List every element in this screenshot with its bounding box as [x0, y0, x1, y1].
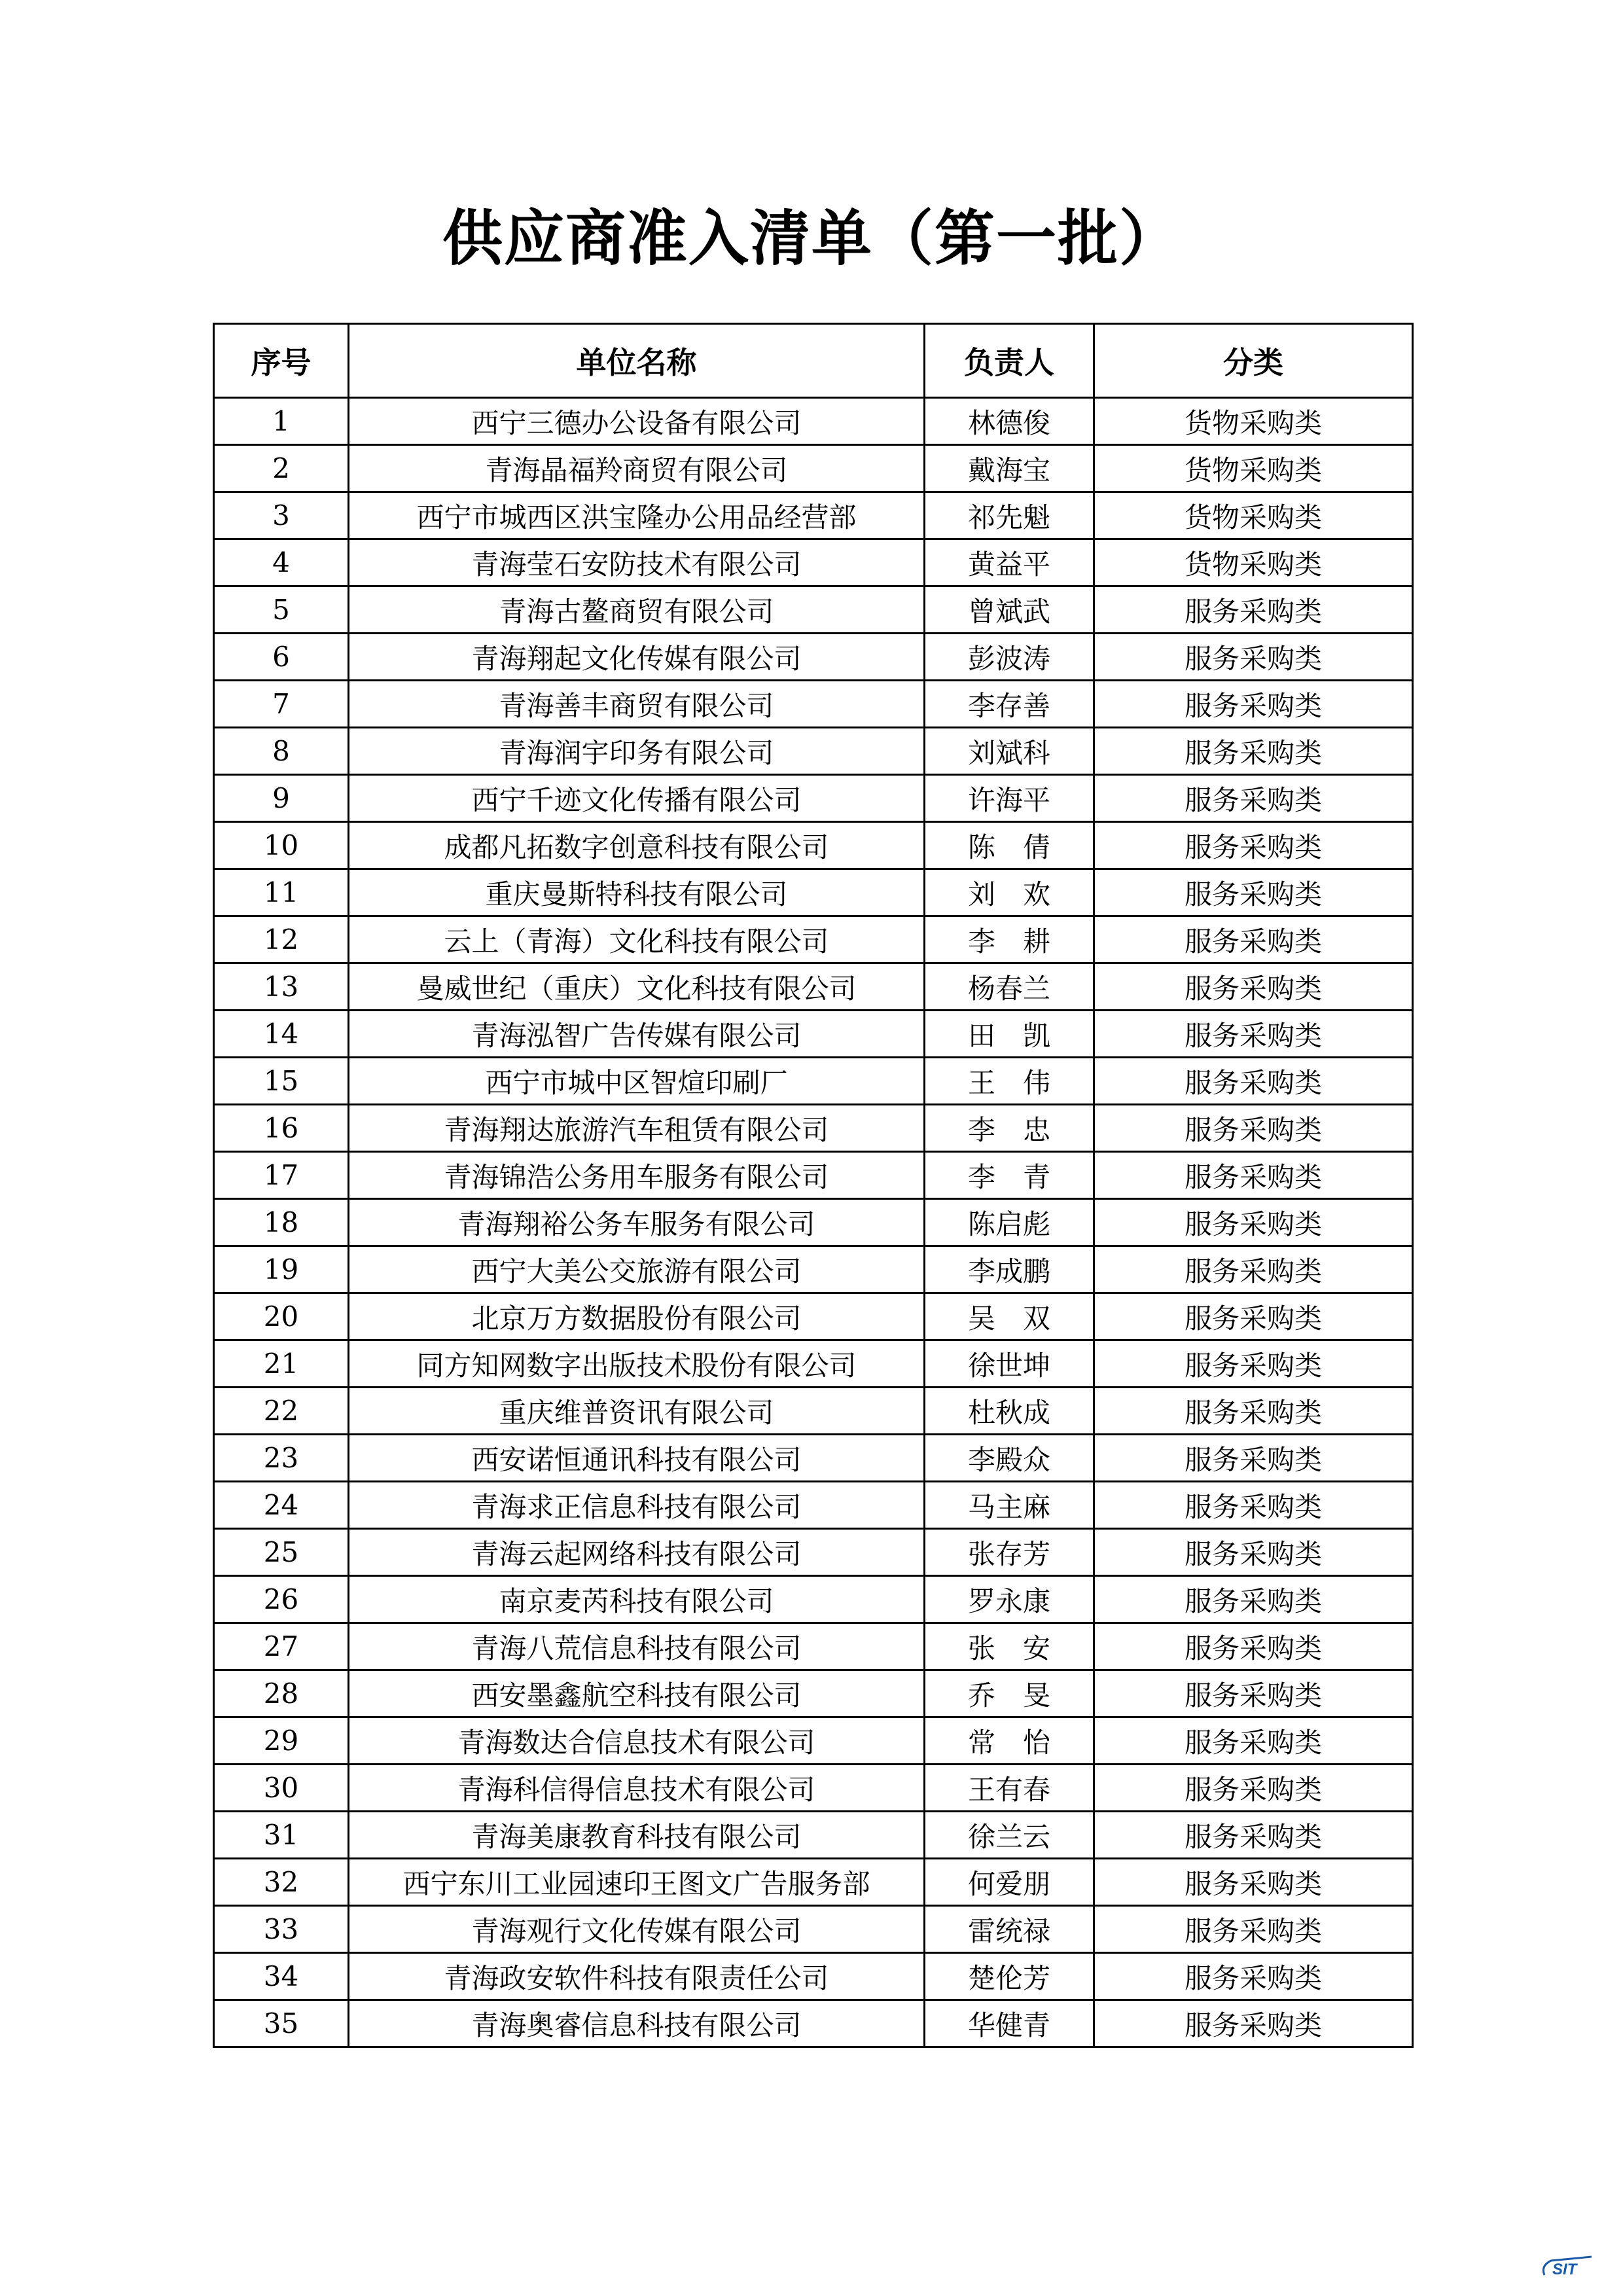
row-category: 服务采购类 [1094, 681, 1413, 728]
row-contact: 何爱朋 [925, 1859, 1094, 1906]
sit-logo [1539, 2253, 1597, 2282]
table-row [214, 1152, 1413, 1199]
row-contact: 徐世坤 [925, 1340, 1094, 1388]
row-index: 15 [214, 1058, 349, 1105]
row-index: 27 [214, 1623, 349, 1670]
row-index: 28 [214, 1670, 349, 1717]
table-row [214, 681, 1413, 728]
row-category: 服务采购类 [1094, 1105, 1413, 1152]
row-category: 服务采购类 [1094, 1859, 1413, 1906]
table-row [214, 1058, 1413, 1105]
row-contact: 李 忠 [925, 1105, 1094, 1152]
row-index: 30 [214, 1765, 349, 1812]
table-row [214, 539, 1413, 586]
row-index: 2 [214, 445, 349, 492]
page-title: 供应商准入清单（第一批） [442, 204, 1181, 274]
table-row [214, 822, 1413, 869]
row-category: 服务采购类 [1094, 634, 1413, 681]
row-category: 货物采购类 [1094, 398, 1413, 445]
row-contact: 刘斌科 [925, 728, 1094, 775]
row-company-name: 青海云起网络科技有限公司 [349, 1529, 925, 1576]
table-row [214, 963, 1413, 1011]
row-contact: 李成鹏 [925, 1246, 1094, 1293]
table-row [214, 1576, 1413, 1623]
table-row [214, 1293, 1413, 1340]
row-company-name: 西安墨鑫航空科技有限公司 [349, 1670, 925, 1717]
row-index: 29 [214, 1717, 349, 1765]
row-company-name: 青海翔达旅游汽车租赁有限公司 [349, 1105, 925, 1152]
row-company-name: 青海科信得信息技术有限公司 [349, 1765, 925, 1812]
row-category: 货物采购类 [1094, 492, 1413, 539]
table-row [214, 1670, 1413, 1717]
row-contact: 华健青 [925, 2000, 1094, 2047]
row-company-name: 曼威世纪（重庆）文化科技有限公司 [349, 963, 925, 1011]
row-contact: 林德俊 [925, 398, 1094, 445]
row-contact: 李 青 [925, 1152, 1094, 1199]
table-body [214, 398, 1413, 2047]
row-category: 服务采购类 [1094, 1340, 1413, 1388]
row-category: 服务采购类 [1094, 775, 1413, 822]
row-category: 服务采购类 [1094, 963, 1413, 1011]
row-contact: 李 耕 [925, 916, 1094, 963]
row-category: 服务采购类 [1094, 1623, 1413, 1670]
row-category: 服务采购类 [1094, 728, 1413, 775]
row-contact: 陈 倩 [925, 822, 1094, 869]
supplier-table [213, 323, 1414, 2048]
row-contact: 王 伟 [925, 1058, 1094, 1105]
table-row [214, 869, 1413, 916]
table-row [214, 775, 1413, 822]
row-index: 17 [214, 1152, 349, 1199]
row-company-name: 青海八荒信息科技有限公司 [349, 1623, 925, 1670]
row-company-name: 云上（青海）文化科技有限公司 [349, 916, 925, 963]
table-row [214, 1199, 1413, 1246]
row-index: 35 [214, 2000, 349, 2047]
table-row [214, 398, 1413, 445]
table-row [214, 916, 1413, 963]
row-category: 服务采购类 [1094, 586, 1413, 634]
row-index: 1 [214, 398, 349, 445]
row-company-name: 青海观行文化传媒有限公司 [349, 1906, 925, 1953]
row-category: 服务采购类 [1094, 1812, 1413, 1859]
row-contact: 彭波涛 [925, 634, 1094, 681]
row-company-name: 南京麦芮科技有限公司 [349, 1576, 925, 1623]
row-company-name: 重庆曼斯特科技有限公司 [349, 869, 925, 916]
table-row [214, 1717, 1413, 1765]
row-index: 12 [214, 916, 349, 963]
row-index: 14 [214, 1011, 349, 1058]
column-header-category: 分类 [1094, 324, 1413, 398]
row-contact: 黄益平 [925, 539, 1094, 586]
table-row [214, 2000, 1413, 2047]
row-company-name: 青海善丰商贸有限公司 [349, 681, 925, 728]
row-contact: 祁先魁 [925, 492, 1094, 539]
column-header-index: 序号 [214, 324, 349, 398]
row-index: 5 [214, 586, 349, 634]
row-category: 服务采购类 [1094, 1765, 1413, 1812]
row-company-name: 青海莹石安防技术有限公司 [349, 539, 925, 586]
row-contact: 戴海宝 [925, 445, 1094, 492]
table-row [214, 1011, 1413, 1058]
table-row [214, 492, 1413, 539]
row-contact: 李存善 [925, 681, 1094, 728]
row-index: 19 [214, 1246, 349, 1293]
row-company-name: 西宁市城西区洪宝隆办公用品经营部 [349, 492, 925, 539]
table-row [214, 1765, 1413, 1812]
row-index: 33 [214, 1906, 349, 1953]
row-company-name: 青海求正信息科技有限公司 [349, 1482, 925, 1529]
table-row [214, 1623, 1413, 1670]
row-index: 9 [214, 775, 349, 822]
row-category: 服务采购类 [1094, 1199, 1413, 1246]
row-category: 服务采购类 [1094, 1670, 1413, 1717]
table-row [214, 1812, 1413, 1859]
row-index: 16 [214, 1105, 349, 1152]
table-row [214, 634, 1413, 681]
row-index: 24 [214, 1482, 349, 1529]
row-index: 11 [214, 869, 349, 916]
row-index: 22 [214, 1388, 349, 1435]
sit-logo-icon [1539, 2253, 1597, 2279]
row-contact: 许海平 [925, 775, 1094, 822]
row-company-name: 青海政安软件科技有限责任公司 [349, 1953, 925, 2000]
row-index: 7 [214, 681, 349, 728]
row-contact: 吴 双 [925, 1293, 1094, 1340]
row-index: 25 [214, 1529, 349, 1576]
row-category: 货物采购类 [1094, 445, 1413, 492]
table-row [214, 1906, 1413, 1953]
row-category: 服务采购类 [1094, 1246, 1413, 1293]
row-category: 服务采购类 [1094, 1529, 1413, 1576]
table-row [214, 1482, 1413, 1529]
table-row [214, 728, 1413, 775]
row-index: 21 [214, 1340, 349, 1388]
row-category: 服务采购类 [1094, 1482, 1413, 1529]
row-contact: 李殿众 [925, 1435, 1094, 1482]
row-index: 18 [214, 1199, 349, 1246]
table-row [214, 1388, 1413, 1435]
row-category: 服务采购类 [1094, 1435, 1413, 1482]
row-company-name: 青海古鳌商贸有限公司 [349, 586, 925, 634]
column-header-contact: 负责人 [925, 324, 1094, 398]
row-index: 6 [214, 634, 349, 681]
row-contact: 刘 欢 [925, 869, 1094, 916]
row-company-name: 西宁东川工业园速印王图文广告服务部 [349, 1859, 925, 1906]
row-contact: 陈启彪 [925, 1199, 1094, 1246]
row-company-name: 青海润宇印务有限公司 [349, 728, 925, 775]
row-category: 服务采购类 [1094, 822, 1413, 869]
table-row [214, 586, 1413, 634]
row-index: 20 [214, 1293, 349, 1340]
row-category: 服务采购类 [1094, 1152, 1413, 1199]
row-company-name: 北京万方数据股份有限公司 [349, 1293, 925, 1340]
row-index: 3 [214, 492, 349, 539]
row-index: 34 [214, 1953, 349, 2000]
row-company-name: 西宁千迹文化传播有限公司 [349, 775, 925, 822]
table-row [214, 1859, 1413, 1906]
row-category: 服务采购类 [1094, 2000, 1413, 2047]
row-category: 货物采购类 [1094, 539, 1413, 586]
row-contact: 楚伦芳 [925, 1953, 1094, 2000]
row-contact: 徐兰云 [925, 1812, 1094, 1859]
row-category: 服务采购类 [1094, 1058, 1413, 1105]
row-contact: 田 凯 [925, 1011, 1094, 1058]
logo-text: SIT [1552, 2261, 1577, 2278]
row-company-name: 青海锦浩公务用车服务有限公司 [349, 1152, 925, 1199]
column-header-name: 单位名称 [349, 324, 925, 398]
table-row [214, 1340, 1413, 1388]
row-company-name: 青海翔裕公务车服务有限公司 [349, 1199, 925, 1246]
row-index: 8 [214, 728, 349, 775]
row-company-name: 青海美康教育科技有限公司 [349, 1812, 925, 1859]
row-company-name: 同方知网数字出版技术股份有限公司 [349, 1340, 925, 1388]
row-company-name: 西宁大美公交旅游有限公司 [349, 1246, 925, 1293]
row-category: 服务采购类 [1094, 1717, 1413, 1765]
row-contact: 马主麻 [925, 1482, 1094, 1529]
row-category: 服务采购类 [1094, 869, 1413, 916]
row-contact: 罗永康 [925, 1576, 1094, 1623]
row-index: 10 [214, 822, 349, 869]
row-company-name: 成都凡拓数字创意科技有限公司 [349, 822, 925, 869]
row-company-name: 青海奥睿信息科技有限公司 [349, 2000, 925, 2047]
row-contact: 雷统禄 [925, 1906, 1094, 1953]
row-category: 服务采购类 [1094, 1953, 1413, 2000]
row-company-name: 青海晶福羚商贸有限公司 [349, 445, 925, 492]
row-index: 32 [214, 1859, 349, 1906]
table-row [214, 1953, 1413, 2000]
table-row [214, 445, 1413, 492]
table-row [214, 1529, 1413, 1576]
table-header-row [214, 324, 1413, 398]
table-row [214, 1246, 1413, 1293]
table-row [214, 1435, 1413, 1482]
row-company-name: 青海翔起文化传媒有限公司 [349, 634, 925, 681]
row-contact: 曾斌武 [925, 586, 1094, 634]
row-contact: 杨春兰 [925, 963, 1094, 1011]
row-company-name: 重庆维普资讯有限公司 [349, 1388, 925, 1435]
table-row [214, 1105, 1413, 1152]
row-index: 13 [214, 963, 349, 1011]
row-contact: 王有春 [925, 1765, 1094, 1812]
row-category: 服务采购类 [1094, 1011, 1413, 1058]
row-company-name: 西安诺恒通讯科技有限公司 [349, 1435, 925, 1482]
row-contact: 乔 旻 [925, 1670, 1094, 1717]
row-contact: 张存芳 [925, 1529, 1094, 1576]
row-index: 4 [214, 539, 349, 586]
row-index: 23 [214, 1435, 349, 1482]
row-contact: 常 怡 [925, 1717, 1094, 1765]
row-index: 26 [214, 1576, 349, 1623]
row-contact: 杜秋成 [925, 1388, 1094, 1435]
row-company-name: 西宁市城中区智煊印刷厂 [349, 1058, 925, 1105]
row-contact: 张 安 [925, 1623, 1094, 1670]
row-category: 服务采购类 [1094, 916, 1413, 963]
row-category: 服务采购类 [1094, 1576, 1413, 1623]
row-company-name: 西宁三德办公设备有限公司 [349, 398, 925, 445]
row-company-name: 青海泓智广告传媒有限公司 [349, 1011, 925, 1058]
row-index: 31 [214, 1812, 349, 1859]
row-category: 服务采购类 [1094, 1293, 1413, 1340]
row-category: 服务采购类 [1094, 1388, 1413, 1435]
row-company-name: 青海数达合信息技术有限公司 [349, 1717, 925, 1765]
row-category: 服务采购类 [1094, 1906, 1413, 1953]
